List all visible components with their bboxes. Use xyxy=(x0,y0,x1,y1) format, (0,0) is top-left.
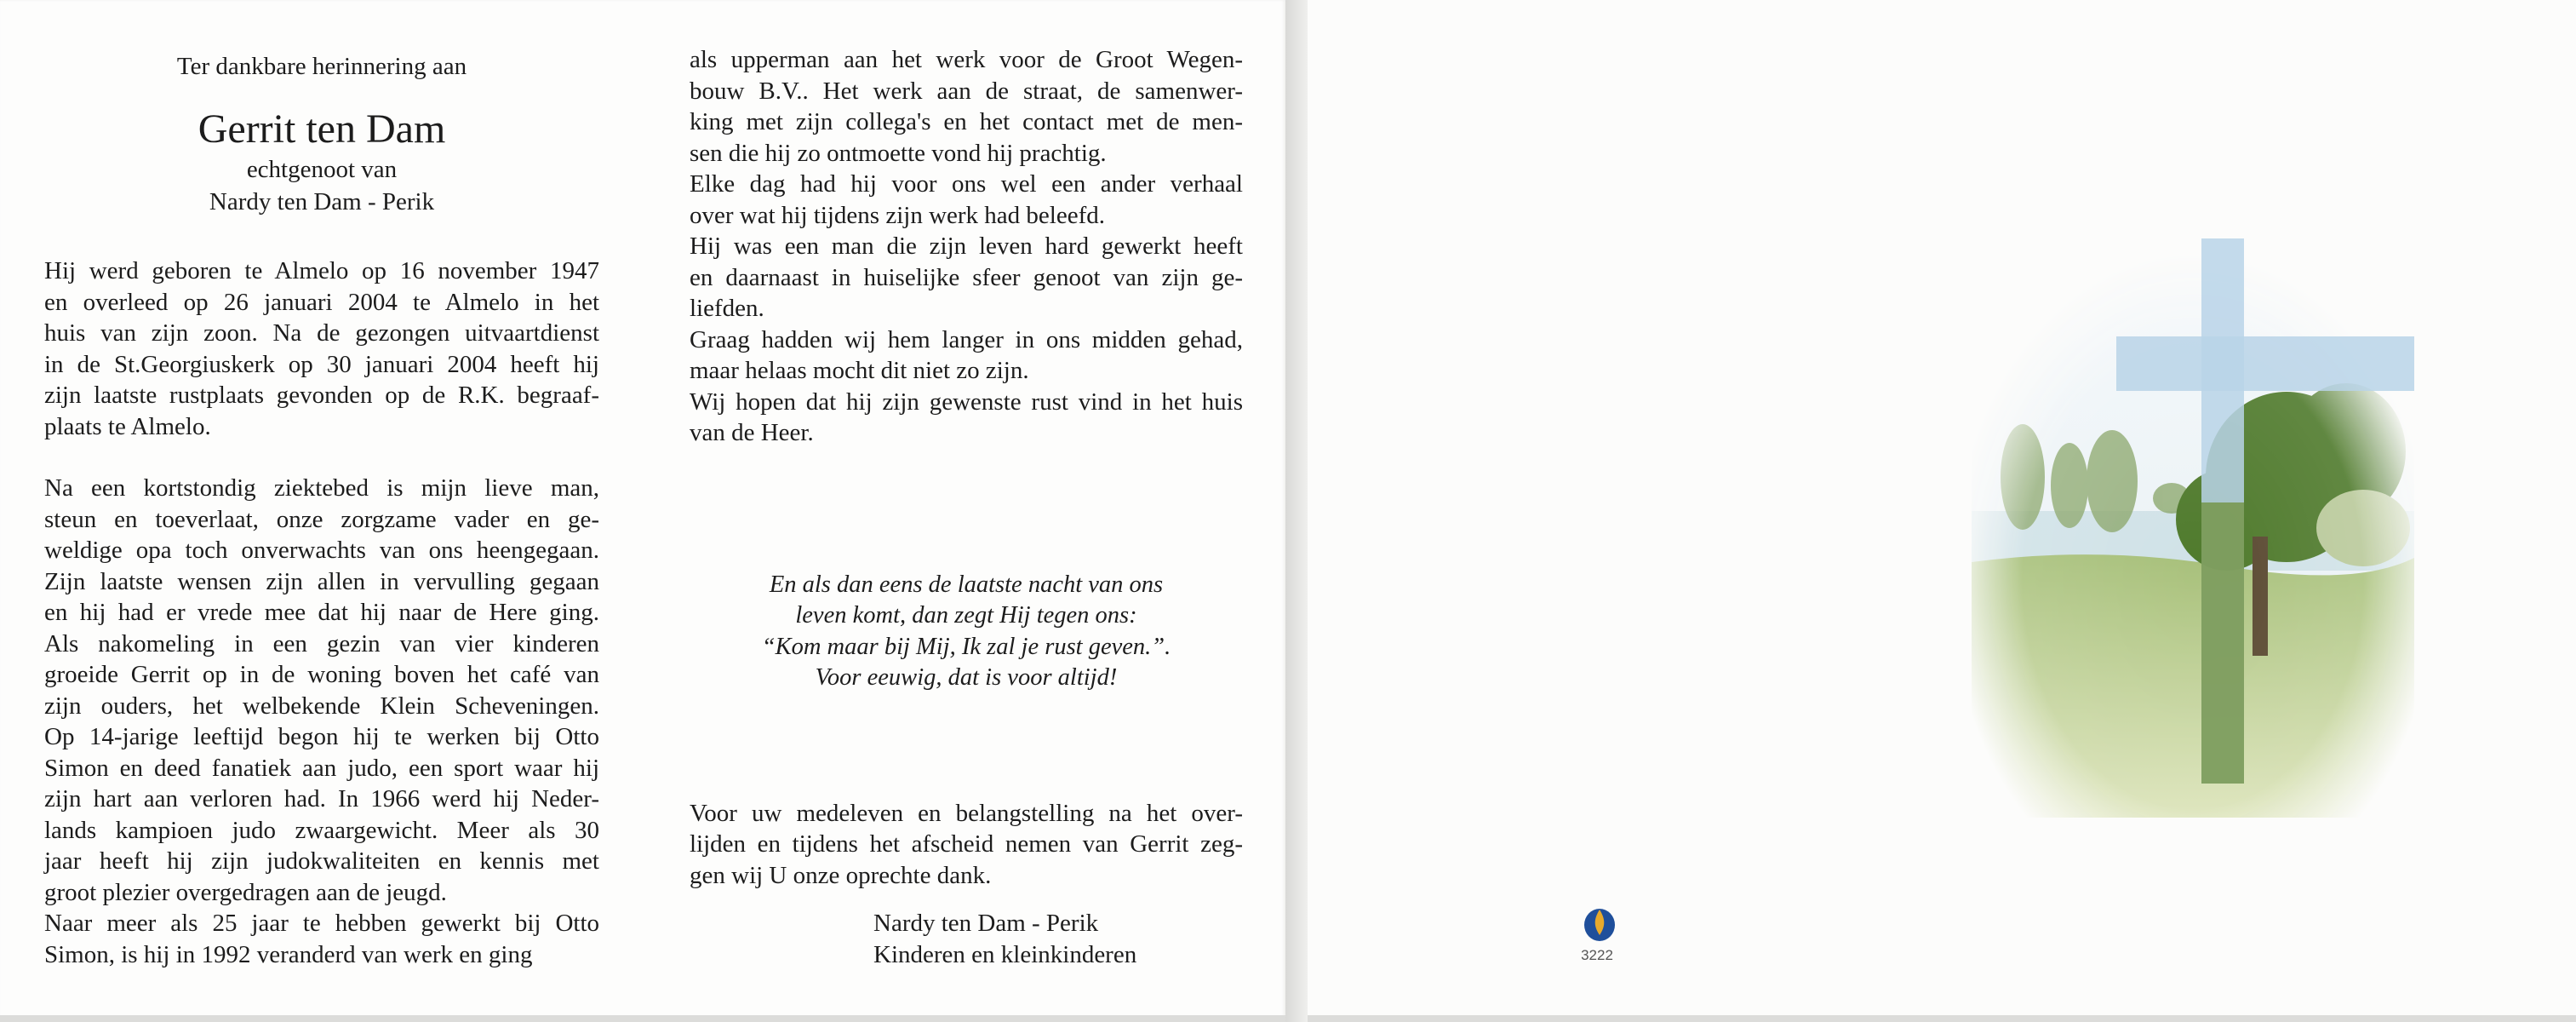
text-line: Voor uw medeleven en belangstelling na het over- xyxy=(690,799,1243,827)
text-line: huis van zijn zoon. Na de gezongen uitvaartdienst xyxy=(44,319,599,347)
card-inner-page xyxy=(0,0,1285,1022)
text-line: plaats te Almelo. xyxy=(44,412,211,440)
card-back-page xyxy=(1308,0,2576,1022)
text-line: sen die hij zo ontmoette vond hij prachtig. xyxy=(690,139,1107,167)
lamp-flame-logo-icon xyxy=(1578,903,1621,944)
text-line: Wij hopen dat hij zijn gewenste rust vind in het huis xyxy=(690,388,1243,416)
cross-landscape-image xyxy=(1972,221,2414,818)
signature-block xyxy=(690,908,1243,971)
text-line: lands kampioen judo zwaargewicht. Meer als 30 xyxy=(44,816,599,844)
text-line: Naar meer als 25 jaar te hebben gewerkt bij Otto xyxy=(44,910,599,937)
text-line: maar helaas mocht dit niet zo zijn. xyxy=(690,357,1029,384)
text-line: liefden. xyxy=(690,295,764,322)
biography-paragraph-2 xyxy=(44,473,599,970)
poem-verse xyxy=(690,570,1243,694)
signature-line: Kinderen en kleinkinderen xyxy=(873,941,1137,968)
text-line: en overleed op 26 januari 2004 te Almelo in het xyxy=(44,288,599,316)
verse-line: “Kom maar bij Mij, Ik zal je rust geven.”. xyxy=(761,633,1171,660)
relation-line: echtgenoot van xyxy=(246,156,398,183)
intro-line: Ter dankbare herinnering aan xyxy=(176,53,467,80)
signature-line: Nardy ten Dam - Perik xyxy=(873,910,1099,937)
text-line: Als nakomeling in een gezin van vier kinderen xyxy=(44,629,599,657)
text-column-right xyxy=(690,44,1243,971)
text-line: over wat hij tijdens zijn werk had beleefd. xyxy=(690,201,1106,229)
text-line: als upperman aan het werk voor de Groot Wegen- xyxy=(690,46,1243,73)
text-line: en daarnaast in huiselijke sfeer genoot van zijn ge- xyxy=(690,263,1243,291)
text-line: van de Heer. xyxy=(690,419,814,446)
text-line: weldige opa toch onverwachts van ons heengegaan. xyxy=(44,537,599,564)
text-column-left xyxy=(44,49,599,970)
text-line: lijden en tijdens het afscheid nemen van Gerrit zeg- xyxy=(690,830,1243,858)
text-line: en hij had er vrede mee dat hij naar de Here ging. xyxy=(44,599,599,626)
biography-paragraph-1 xyxy=(44,256,599,442)
text-line: zijn ouders, het welbekende Klein Scheveningen. xyxy=(44,692,599,720)
text-line: Zijn laatste wensen zijn allen in vervulling gegaan xyxy=(44,567,599,595)
text-line: groeide Gerrit op in de woning boven het café van xyxy=(44,661,599,688)
text-line: bouw B.V.. Het werk aan de straat, de samenwer- xyxy=(690,77,1243,105)
verse-line: Voor eeuwig, dat is voor altijd! xyxy=(815,664,1118,691)
tree-trunk xyxy=(2253,537,2268,656)
text-line: Hij was een man die zijn leven hard gewerkt heeft xyxy=(690,233,1243,260)
text-line: zijn hart aan verloren had. In 1966 werd hij Neder- xyxy=(44,785,599,812)
text-line: jaar heeft hij zijn judokwaliteiten en kennis met xyxy=(44,847,599,875)
verse-line: leven komt, dan zegt Hij tegen ons: xyxy=(795,602,1137,629)
text-line: Graag hadden wij hem langer in ons midden gehad, xyxy=(690,325,1243,353)
paper-edge xyxy=(0,1015,1285,1022)
text-line: steun en toeverlaat, onze zorgzame vader en ge- xyxy=(44,505,599,533)
text-line: groot plezier overgedragen aan de jeugd. xyxy=(44,878,447,906)
deceased-name: Gerrit ten Dam xyxy=(197,106,446,152)
text-line: Elke dag had hij voor ons wel een ander verhaal xyxy=(690,170,1243,198)
text-line: Hij werd geboren te Almelo op 16 november 1947 xyxy=(44,257,599,284)
thank-you-text xyxy=(690,798,1243,892)
verse-line: En als dan eens de laatste nacht van ons xyxy=(769,571,1164,598)
biography-continued xyxy=(690,44,1243,449)
card-code: 3222 xyxy=(1581,947,1613,963)
card-fold xyxy=(1285,0,1308,1022)
spouse-name: Nardy ten Dam - Perik xyxy=(209,188,435,215)
text-line: Na een kortstondig ziektebed is mijn lieve man, xyxy=(44,474,599,502)
text-line: Simon en deed fanatiek aan judo, een sport waar hij xyxy=(44,754,599,782)
meadow xyxy=(1972,554,2414,818)
text-line: in de St.Georgiuskerk op 30 januari 2004 heeft hij xyxy=(44,350,599,378)
text-line: zijn laatste rustplaats gevonden op de R.K. begraaf- xyxy=(44,382,599,409)
text-line: gen wij U onze oprechte dank. xyxy=(690,861,992,889)
paper-edge xyxy=(1308,1015,2576,1022)
text-line: king met zijn collega's en het contact met de men- xyxy=(690,108,1243,135)
text-line: Simon, is hij in 1992 veranderd van werk en ging xyxy=(44,940,533,968)
text-line: Op 14-jarige leeftijd begon hij te werken bij Otto xyxy=(44,723,599,750)
